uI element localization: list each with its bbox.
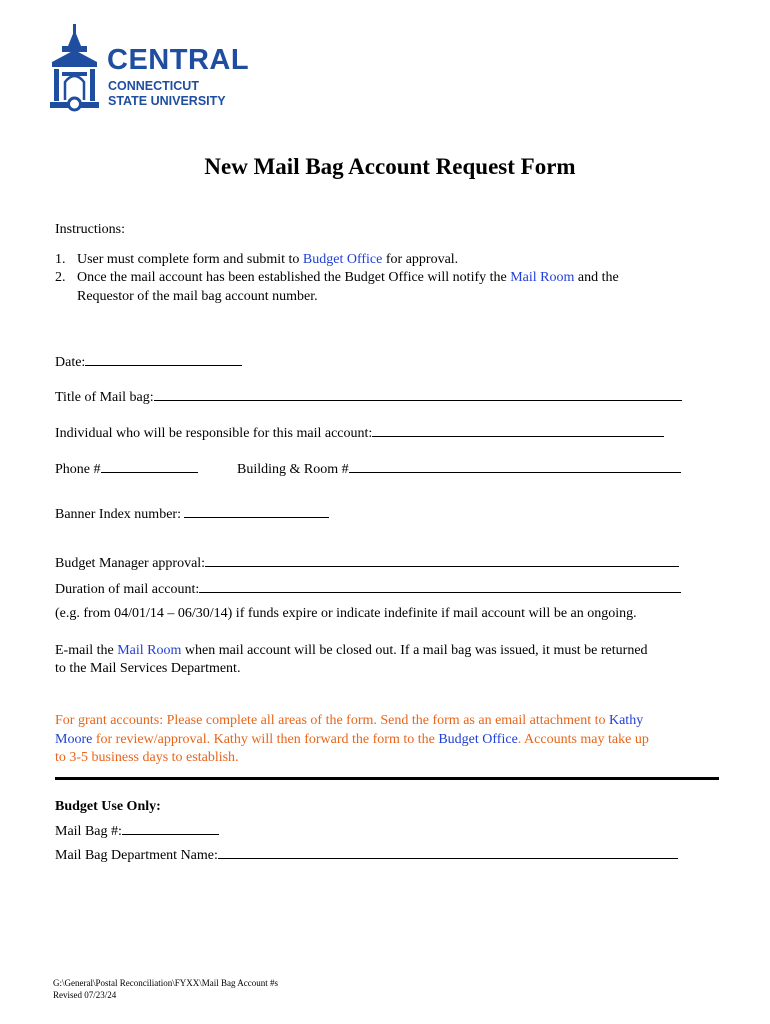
duration-label: Duration of mail account: [55,582,200,597]
mail-bag-department-blank[interactable] [218,845,678,859]
instruction-1-text-post: for approval. [382,252,459,267]
title-of-mail-bag-field [55,387,682,407]
individual-responsible-field [55,423,664,443]
logo-wordmark-state-university: STATE UNIVERSITY [108,94,226,108]
date-blank[interactable] [85,352,242,366]
building-room-label: Building & Room # [237,462,349,477]
building-room-field [237,459,681,479]
footer-revised-date: Revised 07/23/24 [53,990,117,1000]
instruction-1-number: 1. [55,252,66,267]
instruction-2-text-pre: Once the mail account has been established the Budget Office will notify the [77,270,511,285]
grant-note-post: . Accounts may take up [517,732,649,747]
section-divider [55,777,719,780]
date-label: Date: [55,355,86,370]
duration-blank[interactable] [199,579,681,593]
phone-field [55,459,198,479]
instructions-label: Instructions: [55,222,125,237]
logo-wordmark-connecticut: CONNECTICUT [108,79,199,93]
title-of-mail-bag-label: Title of Mail bag: [55,390,154,405]
instruction-2 [77,269,619,287]
budget-office-link-2[interactable]: Budget Office [438,732,518,747]
mail-bag-number-field [55,821,219,841]
university-seal-logo [48,24,104,114]
grant-note-line-2 [55,731,649,749]
date-field [55,352,242,372]
mail-bag-number-blank[interactable] [122,821,219,835]
grant-note-line-1 [55,712,643,730]
email-note-pre: E-mail the [55,643,118,658]
instruction-2-text-post: and the [574,270,619,285]
individual-responsible-label: Individual who will be responsible for this mail account: [55,426,373,441]
phone-blank[interactable] [101,459,198,473]
instruction-1-text-pre: User must complete form and submit to [77,252,303,267]
duration-field [55,579,681,599]
grant-note-line-3: to 3-5 business days to establish. [55,750,239,765]
mail-bag-department-label: Mail Bag Department Name: [55,848,218,863]
banner-index-field [55,504,329,524]
duration-note: (e.g. from 04/01/14 – 06/30/14) if funds expire or indicate indefinite if mail account will be an ongoing. [55,606,637,621]
banner-index-blank[interactable] [184,504,329,518]
budget-use-heading: Budget Use Only: [55,799,161,814]
instruction-2-continuation: Requestor of the mail bag account number. [77,289,318,304]
instruction-2-number: 2. [55,270,66,285]
instruction-1 [77,251,458,269]
budget-manager-approval-blank[interactable] [205,553,679,567]
page-title: New Mail Bag Account Request Form [204,154,576,179]
individual-responsible-blank[interactable] [372,423,664,437]
budget-manager-approval-field [55,553,679,573]
email-note-post: when mail account will be closed out. If a mail bag was issued, it must be returned [181,643,648,658]
footer-file-path: G:\General\Postal Reconciliation\FYXX\Mail Bag Account #s [53,978,278,988]
title-of-mail-bag-blank[interactable] [154,387,682,401]
budget-manager-approval-label: Budget Manager approval: [55,556,206,571]
moore-link[interactable]: Moore [55,732,93,747]
building-room-blank[interactable] [349,459,681,473]
kathy-link[interactable]: Kathy [608,713,644,728]
budget-office-link[interactable]: Budget Office [302,252,383,267]
email-note-line-1 [55,642,648,660]
logo-wordmark-central: CENTRAL [107,44,250,76]
grant-note-pre: For grant accounts: Please complete all areas of the form. Send the form as an email attachment to [55,713,609,728]
mail-bag-number-label: Mail Bag #: [55,824,122,839]
mail-room-link[interactable]: Mail Room [510,270,575,285]
phone-label: Phone # [55,462,101,477]
grant-note-mid: for review/approval. Kathy will then forward the form to the [92,732,439,747]
mail-bag-department-field [55,845,678,865]
mail-room-link-2[interactable]: Mail Room [117,643,182,658]
banner-index-label: Banner Index number: [55,507,185,522]
email-note-line-2: to the Mail Services Department. [55,661,241,676]
